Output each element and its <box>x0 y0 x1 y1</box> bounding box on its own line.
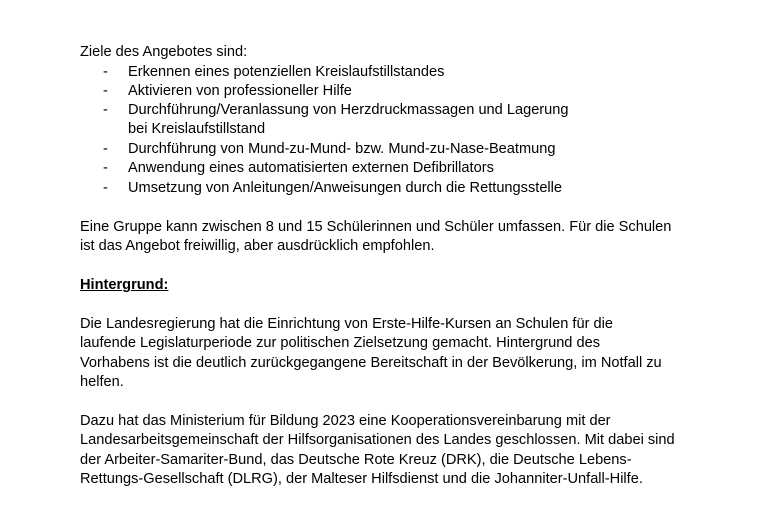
list-item-continuation: bei Kreislaufstillstand <box>128 121 266 137</box>
bullet-marker: - <box>103 102 108 118</box>
bullet-marker: - <box>103 160 108 176</box>
section-heading: Hintergrund: <box>80 277 169 293</box>
list-item: Aktivieren von professioneller Hilfe <box>128 83 352 99</box>
bullet-marker: - <box>103 64 108 80</box>
intro-text: Ziele des Angebotes sind: <box>80 44 248 60</box>
list-item: Anwendung eines automatisierten externen Defibrillators <box>128 160 494 176</box>
paragraph-line: Eine Gruppe kann zwischen 8 und 15 Schülerinnen und Schüler umfassen. Für die Schulen <box>80 219 672 235</box>
list-item: Durchführung/Veranlassung von Herzdruckmassagen und Lagerung <box>128 102 569 118</box>
list-item: Umsetzung von Anleitungen/Anweisungen durch die Rettungsstelle <box>128 180 563 196</box>
paragraph-line: Die Landesregierung hat die Einrichtung von Erste-Hilfe-Kursen an Schulen für die <box>80 316 613 332</box>
list-item: Erkennen eines potenziellen Kreislaufstillstandes <box>128 64 445 80</box>
paragraph-line: Rettungs-Gesellschaft (DLRG), der Malteser Hilfsdienst und die Johanniter-Unfall-Hilfe. <box>80 471 643 487</box>
paragraph-line: der Arbeiter-Samariter-Bund, das Deutsche Rote Kreuz (DRK), die Deutsche Lebens- <box>80 452 632 468</box>
bullet-marker: - <box>103 180 108 196</box>
paragraph-line: Dazu hat das Ministerium für Bildung 2023 eine Kooperationsvereinbarung mit der <box>80 413 611 429</box>
bullet-marker: - <box>103 83 108 99</box>
paragraph-line: laufende Legislaturperiode zur politischen Zielsetzung gemacht. Hintergrund des <box>80 335 601 351</box>
bullet-marker: - <box>103 141 108 157</box>
paragraph-line: Landesarbeitsgemeinschaft der Hilfsorganisationen des Landes geschlossen. Mit dabei sind <box>80 432 675 448</box>
paragraph-line: Vorhabens ist die deutlich zurückgegangene Bereitschaft in der Bevölkerung, im Notfall zu <box>80 355 662 371</box>
paragraph-line: helfen. <box>80 374 124 390</box>
paragraph-line: ist das Angebot freiwillig, aber ausdrücklich empfohlen. <box>80 238 435 254</box>
list-item: Durchführung von Mund-zu-Mund- bzw. Mund-zu-Nase-Beatmung <box>128 141 556 157</box>
